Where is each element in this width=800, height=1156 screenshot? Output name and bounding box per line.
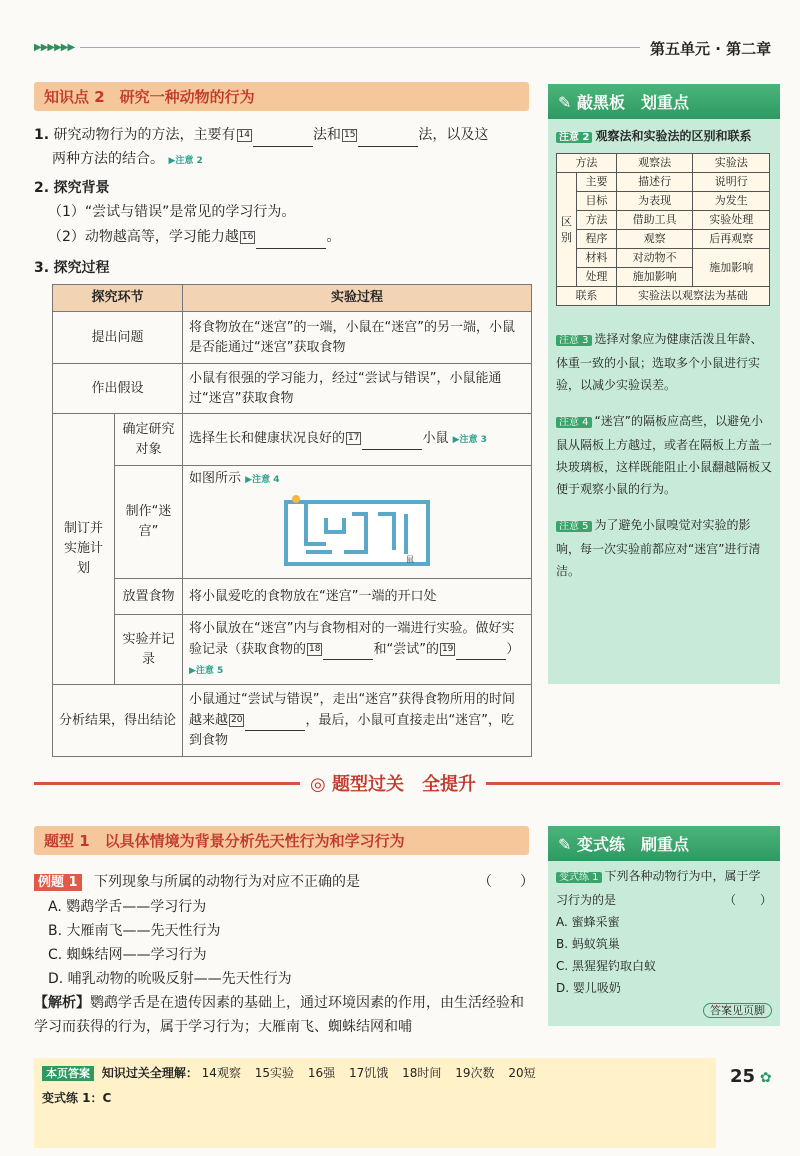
item-1-line2: 两种方法的结合。 — [52, 151, 164, 167]
variant-answer-paren[interactable]: （ ） — [723, 893, 772, 907]
cmp-b0: 说明行 — [693, 173, 770, 192]
answers-line-1 — [42, 1064, 708, 1081]
blank-15[interactable] — [358, 122, 418, 147]
option-a[interactable]: A. 鹦鹉学舌——学习行为 — [48, 899, 207, 915]
cmp-link-val: 实验法以观察法为基础 — [616, 287, 769, 306]
cmp-a0: 描述行 — [616, 173, 693, 192]
cmp-k0: 主要 — [577, 173, 617, 192]
blank-14[interactable] — [253, 122, 313, 147]
answers-tag: 本页答案 — [42, 1066, 94, 1081]
example-tag: 例题 1 — [34, 874, 82, 891]
variant-title-text: 变式练 刷重点 — [576, 835, 689, 854]
cmp-h-exp: 实验法 — [693, 154, 770, 173]
chapter-title: 第五单元 · 第二章 — [650, 40, 772, 58]
analysis-text: 鹦鹉学舌是在遗传因素的基础上，通过环境因素的作用，由生活经验和学习而获得的行为，属于学习行为；大雁南飞、蜘蛛结网和哺 — [34, 995, 524, 1035]
cmp-a5: 施加影响 — [616, 268, 693, 287]
blank-20-num: 20 — [231, 715, 243, 725]
variant-option-c[interactable]: C. 黑猩猩钓取白蚁 — [556, 959, 657, 973]
variant-option-a[interactable]: A. 蜜蜂采蜜 — [556, 915, 620, 929]
item-2-p1: （1）“尝试与错误”是常见的学习行为。 — [48, 204, 296, 220]
side-panel-body — [548, 119, 780, 588]
blank-16[interactable] — [256, 224, 326, 249]
side-panel-variant — [548, 826, 780, 1026]
option-b[interactable]: B. 大雁南飞——先天性行为 — [48, 923, 221, 939]
section-title-type-1: 题型 1 以具体情境为背景分析先天性行为和学习行为 — [34, 826, 529, 855]
option-c[interactable]: C. 蜘蛛结网——学习行为 — [48, 947, 207, 963]
variant-option-b[interactable]: B. 蚂蚁筑巢 — [556, 937, 620, 951]
note-4-tag: 注意 4 — [556, 417, 592, 428]
answer-14: 14观察 — [201, 1066, 241, 1080]
blank-17[interactable] — [362, 429, 422, 450]
page-number-text: 25 — [730, 1066, 756, 1087]
header-rule — [80, 47, 640, 48]
process-table — [52, 284, 532, 757]
section-title-knowledge-2: 知识点 2 研究一种动物的行为 — [34, 82, 529, 111]
note-5 — [556, 514, 772, 582]
variant-option-d[interactable]: D. 婴儿吸奶 — [556, 981, 621, 995]
item-3 — [34, 256, 110, 280]
answer-15: 15实验 — [254, 1066, 295, 1080]
page-number — [730, 1066, 772, 1087]
item-2-p2: （2）动物越高等，学习能力越 — [48, 229, 239, 245]
cmp-link: 联系 — [557, 287, 617, 306]
answer-18: 18时间 — [402, 1066, 442, 1080]
note-3-link[interactable]: ▶注意 3 — [452, 435, 487, 445]
item-2 — [34, 176, 534, 249]
note-4 — [556, 410, 772, 500]
note-5-tag: 注意 5 — [556, 521, 592, 532]
proc-record — [183, 615, 532, 685]
step-conclusion: 分析结果，得出结论 — [53, 685, 183, 757]
item-1-text-a: 研究动物行为的方法，主要有 — [53, 127, 236, 143]
cmp-b3: 后再观察 — [693, 230, 770, 249]
th-process: 实验过程 — [183, 285, 532, 312]
sub-record: 实验并记录 — [115, 615, 183, 685]
note-3 — [556, 328, 772, 396]
answer-16: 16强 — [307, 1066, 336, 1080]
blank-16-num: 16 — [241, 231, 254, 242]
sub-maze: 制作“迷宫” — [115, 466, 183, 579]
side-panel-title — [548, 84, 780, 119]
proc-record-text-a: 将小鼠放在“迷宫”内与食物相对的一端进行实验。做好实验记录（获取食物的 — [189, 620, 515, 657]
cmp-b2: 实验处理 — [693, 211, 770, 230]
blank-18-num: 18 — [309, 643, 321, 654]
cmp-k4: 材料 — [577, 249, 617, 268]
sub-food: 放置食物 — [115, 579, 183, 615]
proc-food: 将小鼠爱吃的食物放在“迷宫”一端的开口处 — [183, 579, 532, 615]
blank-18[interactable] — [323, 639, 373, 660]
step-question: 提出问题 — [53, 312, 183, 364]
sub-subject: 确定研究对象 — [115, 414, 183, 466]
item-1-text-c: 法，以及这 — [418, 127, 489, 143]
analysis-tag: 【解析】 — [34, 995, 90, 1011]
note-3-tag: 注意 3 — [556, 335, 592, 346]
proc-record-text-c: ） — [506, 641, 520, 657]
variant-body — [548, 861, 780, 1026]
proc-conclusion-text-b: ，最后，小鼠可直接走出“迷宫”，吃到食物 — [189, 713, 514, 748]
variant-question-text: 下列各种动物行为中，属于学习行为的是 — [556, 869, 761, 907]
variant-question — [556, 865, 772, 911]
answer-ref-text[interactable]: 答案见页脚 — [703, 1003, 772, 1018]
compare-table — [556, 153, 770, 306]
cmp-h-obs: 观察法 — [616, 154, 693, 173]
cmp-h-method: 方法 — [557, 154, 617, 173]
answers-line-2: 变式练 1：C — [42, 1091, 112, 1105]
proc-record-text-b: 和“尝试”的 — [373, 641, 439, 657]
blank-19[interactable] — [456, 639, 506, 660]
cmp-diff: 区别 — [557, 173, 577, 287]
note-2 — [556, 125, 772, 149]
cmp-a2: 借助工具 — [616, 211, 693, 230]
proc-subject — [183, 414, 532, 466]
answer-17: 17饥饿 — [349, 1066, 389, 1080]
variant-tag: 变式练 1 — [556, 872, 602, 883]
item-3-title: 探究过程 — [53, 260, 110, 276]
proc-conclusion-text-a: 小鼠通过“尝试与错误”，走出“迷宫”获得食物所用的时间越来越 — [189, 692, 515, 728]
item-2-num: 2. — [34, 180, 50, 196]
teacher-icon-2: ✎ — [558, 835, 577, 854]
blank-15-num: 15 — [343, 129, 356, 140]
banner-title — [300, 770, 486, 796]
blank-20[interactable] — [245, 710, 305, 731]
note-5-link[interactable]: ▶注意 5 — [189, 665, 224, 676]
note-3-text: 选择对象应为健康活泼且年龄、体重一致的小鼠；选取多个小鼠进行实验，以减少实验误差。 — [556, 332, 763, 392]
answers-bar — [34, 1058, 716, 1148]
banner-title-text: 题型过关 全提升 — [331, 774, 476, 795]
proc-subject-text-b: 小鼠 — [422, 431, 449, 446]
proc-subject-text-a: 选择生长和健康状况良好的 — [189, 431, 346, 446]
variant-title — [548, 826, 780, 861]
note-2-tag: 注意 2 — [556, 132, 592, 143]
proc-hypothesis: 小鼠有很强的学习能力，经过“尝试与错误”，小鼠能通过“迷宫”获取食物 — [183, 364, 532, 414]
item-2-title: 探究背景 — [53, 180, 110, 196]
note-4-link[interactable]: ▶注意 4 — [245, 475, 280, 485]
proc-maze — [183, 466, 532, 579]
banner-icon: ◎ — [310, 774, 332, 795]
note-5-text: 为了避免小鼠嗅觉对实验的影响，每一次实验前都应对“迷宫”进行清洁。 — [556, 518, 761, 578]
example-question — [34, 870, 534, 895]
analysis — [34, 991, 534, 1039]
note-4-text: “迷宫”的隔板应高些，以避免小鼠从隔板上方越过，或者在隔板上方盖一块玻璃板，这样既能阻止小鼠翻越隔板又便于观察小鼠的行为。 — [556, 414, 773, 496]
item-1-num: 1. — [34, 127, 50, 143]
blank-19-num: 19 — [441, 643, 454, 654]
answer-19: 19次数 — [455, 1066, 495, 1080]
teacher-icon: ✎ — [558, 93, 577, 112]
cmp-a1: 为表现 — [616, 192, 693, 211]
answer-20: 20短 — [508, 1066, 536, 1080]
proc-conclusion — [183, 685, 532, 757]
step-hypothesis: 作出假设 — [53, 364, 183, 414]
header-arrows: ▶▶▶▶▶▶ — [34, 42, 75, 53]
blank-14-num: 14 — [238, 129, 250, 140]
option-d[interactable]: D. 哺乳动物的吮吸反射——先天性行为 — [48, 971, 292, 987]
answer-ref — [556, 999, 772, 1022]
blank-17-num: 17 — [348, 433, 360, 443]
cmp-a3: 观察 — [616, 230, 693, 249]
proc-maze-text: 如图所示 — [189, 471, 242, 486]
item-3-num: 3. — [34, 260, 50, 276]
cmp-a4: 对动物不 — [616, 249, 693, 268]
th-step: 探究环节 — [53, 285, 183, 312]
item-2-p2-end: 。 — [326, 229, 341, 245]
example-1 — [34, 870, 534, 1039]
side-panel-title-text: 敲黑板 划重点 — [576, 93, 689, 112]
maze-figure — [282, 494, 432, 568]
note-2-title: 观察法和实验法的区别和联系 — [595, 129, 752, 143]
proc-question: 将食物放在“迷宫”的一端，小鼠在“迷宫”的另一端，小鼠是否能通过“迷宫”获取食物 — [183, 312, 532, 364]
item-1 — [34, 122, 534, 173]
cmp-b4: 施加影响 — [693, 249, 770, 287]
cmp-k3: 程序 — [577, 230, 617, 249]
step-plan: 制订并实施计划 — [53, 414, 115, 685]
cmp-k5: 处理 — [577, 268, 617, 287]
example-answer-paren[interactable]: （ ） — [478, 874, 534, 890]
side-panel-key-points — [548, 84, 780, 684]
item-1-text-b: 法和 — [312, 127, 341, 143]
svg-text:鼠: 鼠 — [406, 555, 414, 564]
example-question-text: 下列现象与所属的动物行为对应不正确的是 — [94, 874, 361, 890]
note-2-link[interactable]: ▶注意 2 — [168, 156, 203, 166]
sprout-icon: ✿ — [755, 1070, 772, 1086]
cmp-k1: 目标 — [577, 192, 617, 211]
answers-label: 知识过关全理解： — [101, 1066, 198, 1080]
cmp-b1: 为发生 — [693, 192, 770, 211]
cmp-k2: 方法 — [577, 211, 617, 230]
